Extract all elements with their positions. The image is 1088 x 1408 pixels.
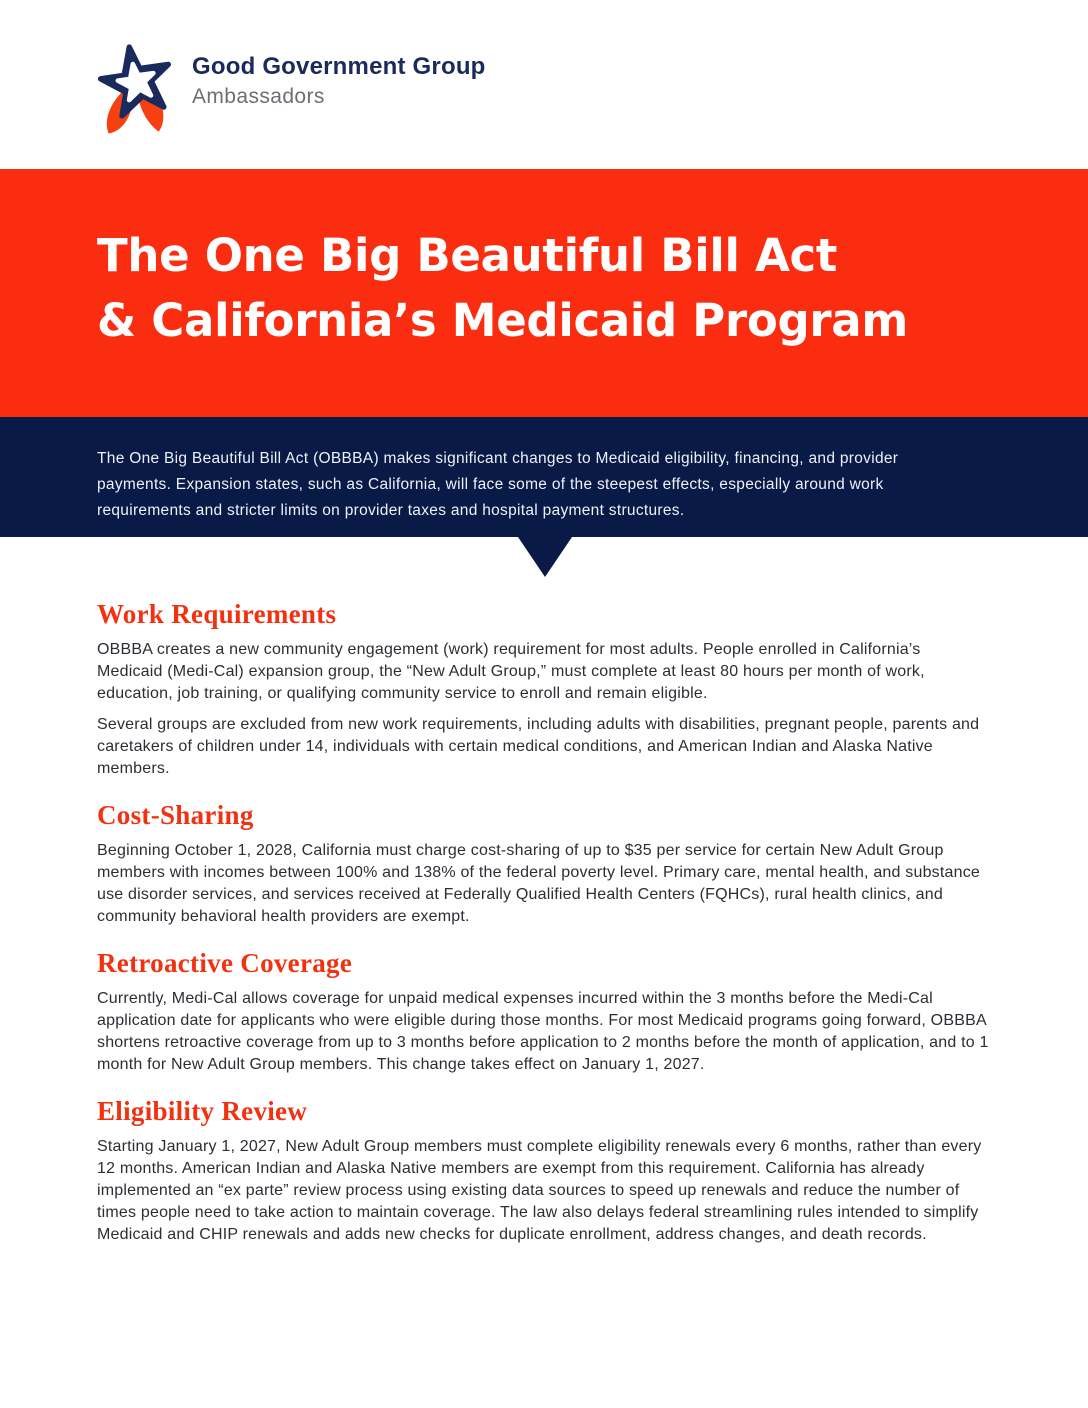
section-paragraph: Starting January 1, 2027, New Adult Group members must complete eligibility renewals every 6 months, rather than every 12 months. American Indian and Alaska Native members are exempt from this requirement. California has already implemented an “ex parte” review process using existing data sources to speed up renewals and reduce the number of times people need to take action to maintain coverage. The law also delays federal streamlining rules intended to simplify Medicaid and CHIP renewals and adds new checks for duplicate enrollment, address changes, and death records. — [97, 1138, 982, 1243]
down-arrow-pointer — [518, 537, 572, 577]
org-subtitle: Ambassadors — [192, 85, 325, 108]
page-header — [0, 0, 1088, 169]
page-title — [97, 223, 1048, 353]
section-heading: Cost-Sharing — [97, 800, 254, 830]
section-retroactive-coverage — [97, 947, 990, 1076]
section-paragraph: Currently, Medi-Cal allows coverage for unpaid medical expenses incurred within the 3 months before the Medi-Cal application date for applicants who were eligible during those months. For most Medicaid programs going forward, OBBBA shortens retroactive coverage from up to 3 months before application to 2 months before the month of application, and to 1 month for New Adult Group members. This change takes effect on January 1, 2027. — [97, 990, 989, 1073]
document-body — [0, 598, 990, 1246]
star-ribbon-logo-icon — [95, 40, 175, 138]
intro-text: The One Big Beautiful Bill Act (OBBBA) makes significant changes to Medicaid eligibility, financing, and provider payments. Expansion states, such as California, will face some of the steepest effects, especially around work requirements and stricter limits on provider taxes and hospital payment structures. — [97, 450, 899, 519]
org-logo-text — [192, 40, 486, 109]
section-heading: Work Requirements — [97, 599, 337, 629]
section-work-requirements — [97, 598, 990, 780]
hero-banner — [0, 169, 1088, 417]
section-paragraph: OBBBA creates a new community engagement (work) requirement for most adults. People enrolled in California’s Medicaid (Medi-Cal) expansion group, the “New Adult Group,” must complete at least 80 hours per month of work, education, job training, or qualifying community service to enroll and remain eligible. — [97, 641, 925, 702]
intro-band — [0, 417, 1088, 537]
org-name: Good Government Group — [192, 53, 486, 80]
section-heading: Eligibility Review — [97, 1096, 308, 1126]
section-paragraph: Several groups are excluded from new work requirements, including adults with disabilities, pregnant people, parents and caretakers of children under 14, individuals with certain medical conditions, and American Indian and Alaska Native members. — [97, 716, 980, 777]
section-heading: Retroactive Coverage — [97, 948, 353, 978]
section-cost-sharing — [97, 799, 990, 928]
page-title-line1: The One Big Beautiful Bill Act — [97, 229, 838, 282]
section-paragraph: Beginning October 1, 2028, California must charge cost-sharing of up to $35 per service for certain New Adult Group members with incomes between 100% and 138% of the federal poverty level. Primary care, mental health, and substance use disorder services, and services received at Federally Qualified Health Centers (FQHCs), rural health clinics, and community behavioral health providers are exempt. — [97, 842, 981, 925]
section-eligibility-review — [97, 1095, 990, 1246]
page-title-line2: & California’s Medicaid Program — [97, 294, 908, 347]
